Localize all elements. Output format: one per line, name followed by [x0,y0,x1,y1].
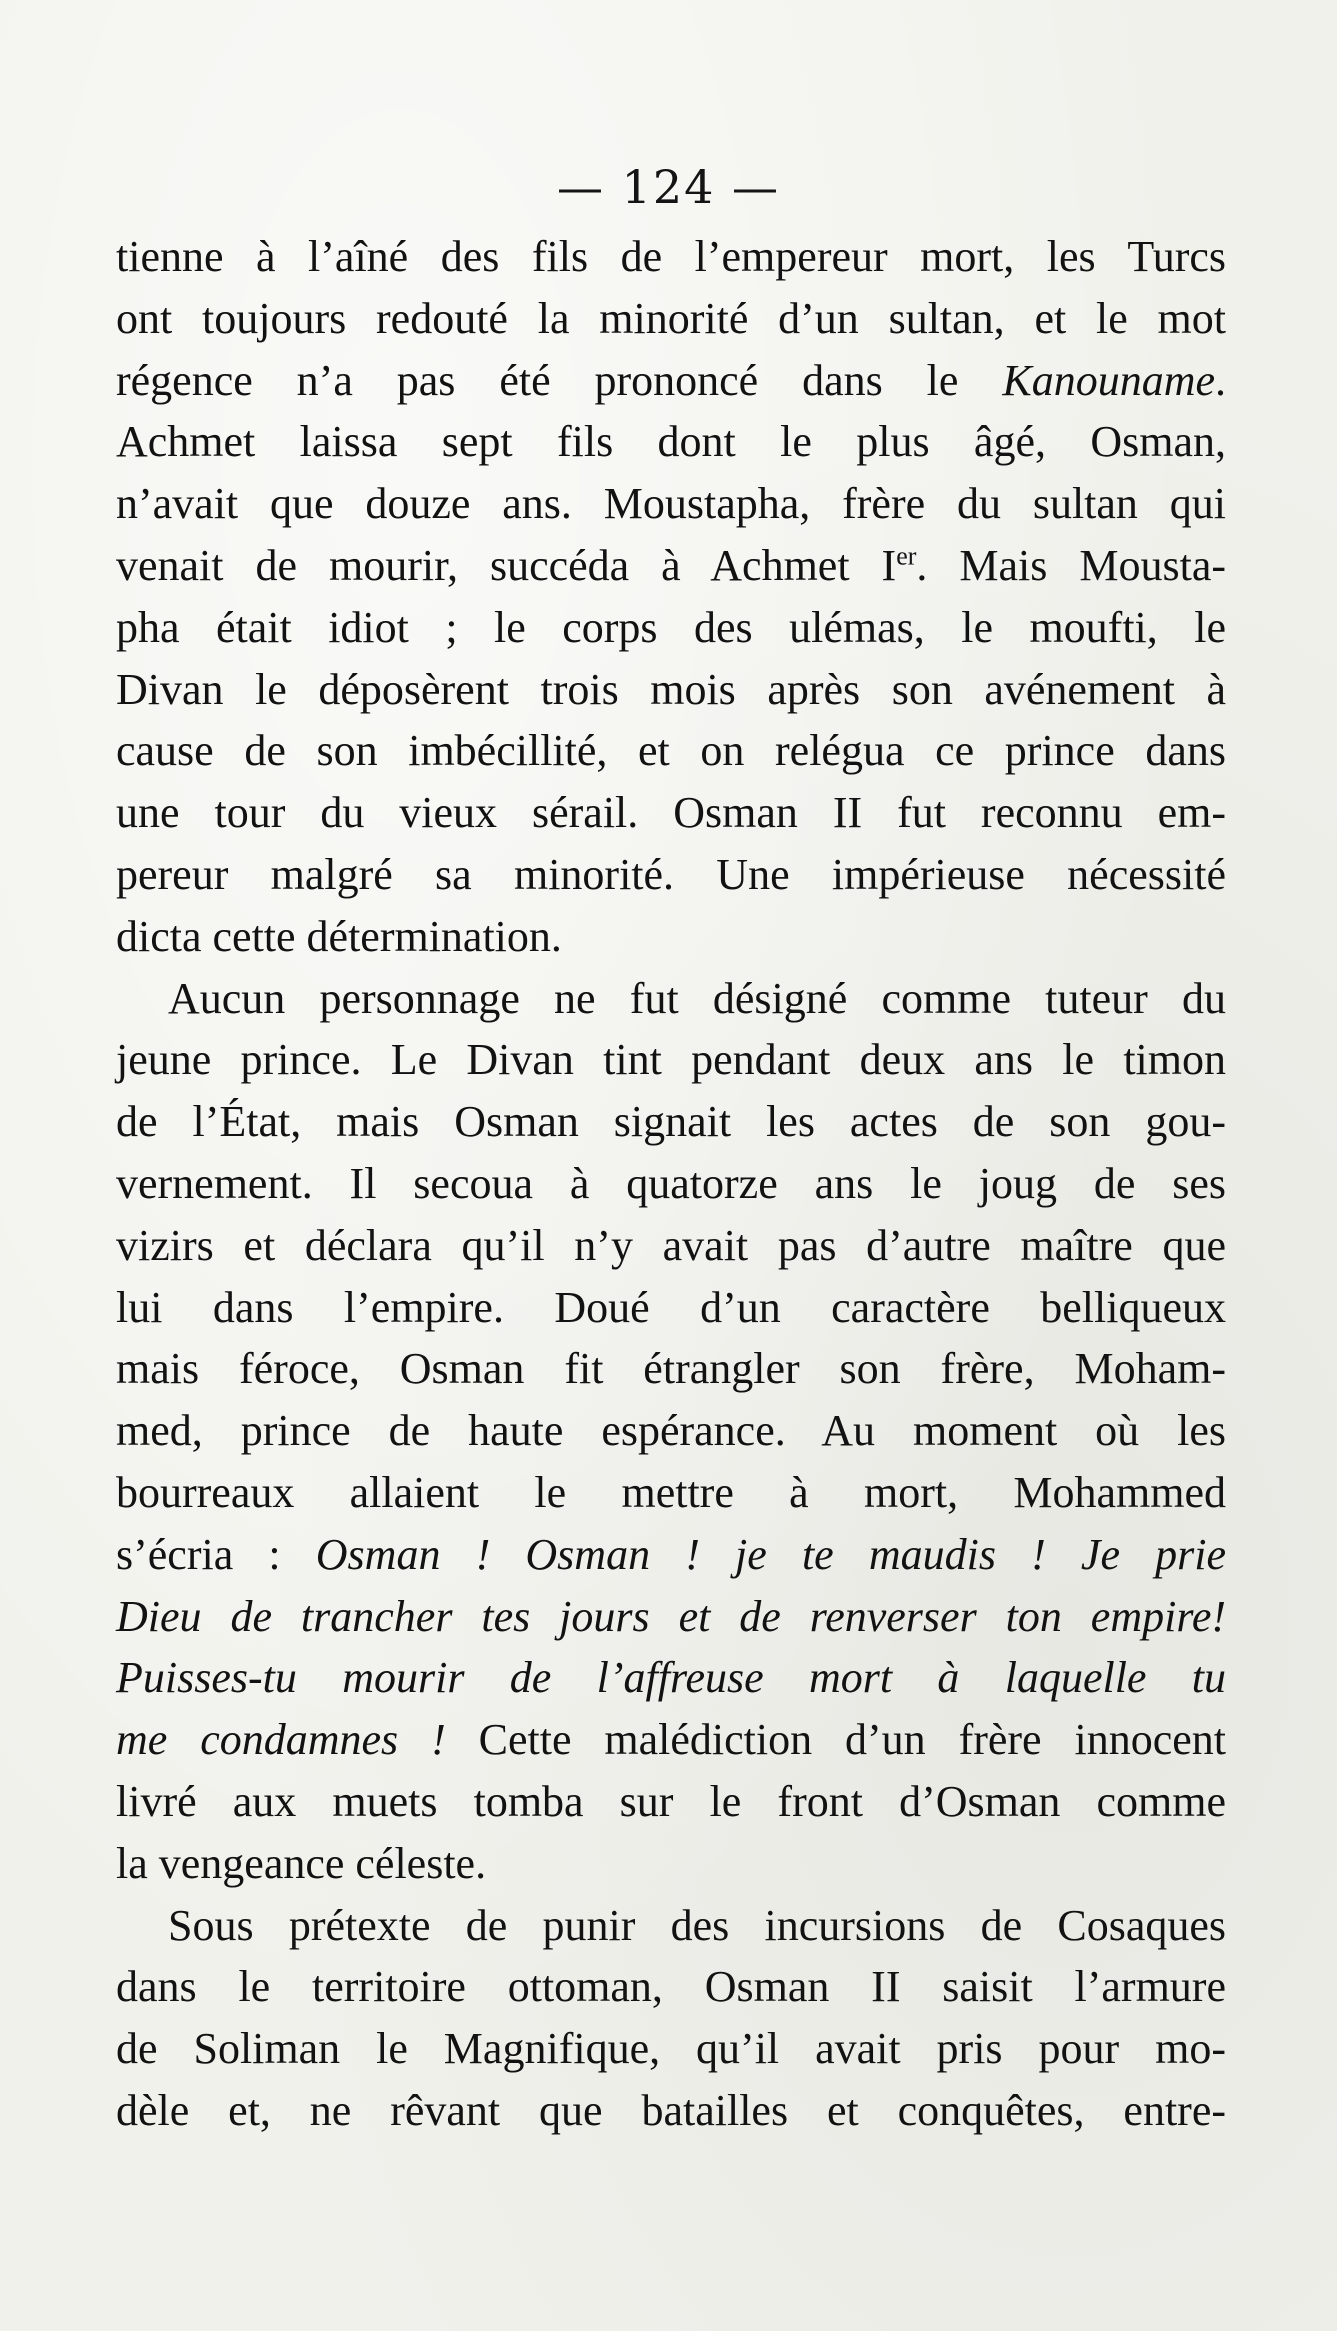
text-line-italic: Dieu de trancher tes jours et de renverser ton empire! [116,1591,1226,1641]
paragraph [116,1895,1226,2142]
body-text [116,226,1226,2142]
paragraph [116,226,1226,968]
paragraph [116,968,1226,1895]
text-line: Divan le déposèrent trois mois après son avénement à [116,664,1226,714]
text-line: jeune prince. Le Divan tint pendant deux ans le timon [116,1035,1226,1085]
text-line: Aucun personnage ne fut désigné comme tuteur du [168,973,1226,1023]
text-line-with-superscript: venait de mourir, succéda à Achmet Ier. Mais Mousta- [116,540,1226,590]
text-line: med, prince de haute espérance. Au moment où les [116,1406,1226,1456]
text-line: dicta cette détermination. [116,911,562,961]
text-line: cause de son imbécillité, et on relégua ce prince dans [116,726,1226,776]
text-line-with-italic: me condamnes ! Cette malédiction d’un frère innocent [116,1715,1226,1765]
text-line: de Soliman le Magnifique, qu’il avait pris pour mo- [116,2024,1226,2074]
text-line: ont toujours redouté la minorité d’un sultan, et le mot [116,293,1226,343]
text-line: Sous prétexte de punir des incursions de Cosaques [168,1900,1226,1950]
text-line: Achmet laissa sept fils dont le plus âgé, Osman, [116,417,1226,467]
text-line: vizirs et déclara qu’il n’y avait pas d’autre maître que [116,1220,1226,1270]
page-number: — 124 — [556,160,781,214]
text-line: dèle et, ne rêvant que batailles et conquêtes, entre- [116,2085,1226,2135]
text-line: livré aux muets tomba sur le front d’Osman comme [116,1776,1226,1826]
text-line: tienne à l’aîné des fils de l’empereur mort, les Turcs [116,232,1226,281]
text-line: une tour du vieux sérail. Osman II fut reconnu em- [116,788,1226,838]
text-line: dans le territoire ottoman, Osman II saisit l’armure [116,1962,1226,2012]
text-line: bourreaux allaient le mettre à mort, Mohammed [116,1467,1226,1517]
text-line: n’avait que douze ans. Moustapha, frère du sultan qui [116,479,1226,529]
text-line: vernement. Il secoua à quatorze ans le joug de ses [116,1158,1226,1208]
text-line: mais féroce, Osman fit étrangler son frère, Moham- [116,1344,1226,1394]
text-line-with-italic: régence n’a pas été prononcé dans le Kanouname. [116,355,1226,405]
text-line: pha était idiot ; le corps des ulémas, le moufti, le [116,602,1226,652]
text-line: lui dans l’empire. Doué d’un caractère belliqueux [116,1282,1226,1332]
text-line: la vengeance céleste. [116,1838,487,1888]
text-line-italic: Puisses-tu mourir de l’affreuse mort à laquelle tu [116,1653,1226,1703]
text-line-with-italic: s’écria : Osman ! Osman ! je te maudis ! Je prie [116,1529,1227,1579]
text-line: pereur malgré sa minorité. Une impérieuse nécessité [116,849,1226,899]
text-line: de l’État, mais Osman signait les actes de son gou- [116,1097,1226,1147]
